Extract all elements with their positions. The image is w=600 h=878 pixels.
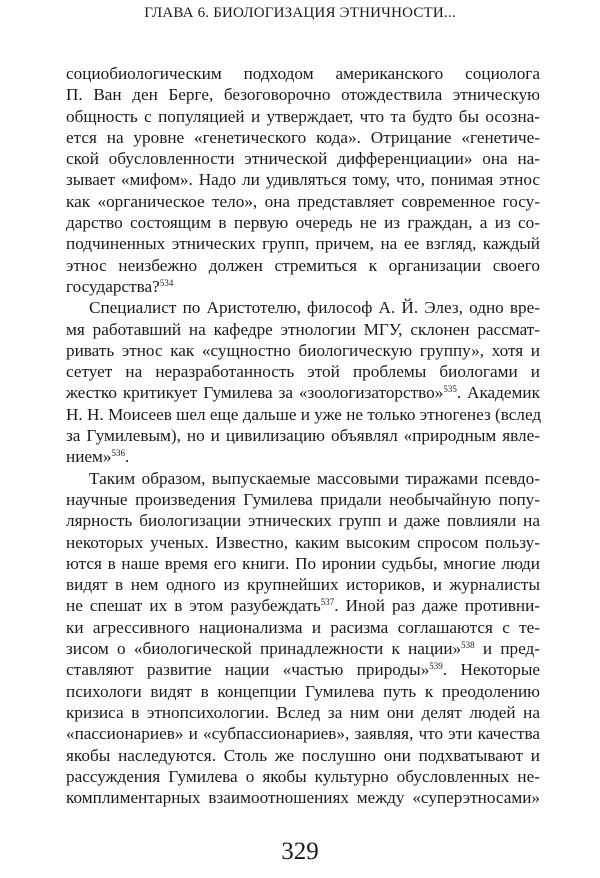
line-text: жестко критикует Гумилева за «зоологизаторство» — [66, 383, 444, 403]
text-line — [66, 446, 540, 467]
line-text: ставляют развитие нации «частью природы» — [66, 660, 430, 680]
footnote-reference: 538 — [461, 640, 475, 651]
line-text-continued: . Иной раз даже противни- — [334, 596, 540, 616]
line-text: видят в нем одного из крупнейших историков, и журналисты — [66, 575, 540, 595]
text-line — [66, 169, 540, 190]
line-text: Н. Н. Моисеев шел еще дальше и уже не только этногенез (вслед — [66, 404, 542, 424]
line-text: Специалист по Аристотелю, философ А. Й. Элез, одно вре- — [89, 298, 540, 318]
text-line — [66, 127, 540, 148]
text-line — [66, 745, 540, 766]
line-text: мя работавший на кафедре этнологии МГУ, склонен рассмат- — [66, 319, 540, 339]
line-text: лярность биологизации этнических групп и даже повлияли на — [66, 511, 540, 531]
line-text: общность с популяцией и утверждает, что та будто бы осозна- — [66, 106, 540, 126]
text-line — [66, 489, 540, 510]
text-line — [66, 255, 540, 276]
footnote-reference: 535 — [443, 384, 457, 395]
line-text: не спешат их в этом разубеждать — [66, 596, 321, 616]
line-text-continued: . Академик — [456, 383, 540, 403]
text-line — [66, 617, 540, 638]
text-line — [66, 723, 540, 744]
text-line — [66, 766, 540, 787]
line-text: кризиса в этнопсихологии. Вслед за ним они делят людей на — [66, 702, 540, 722]
line-text-continued: . Некоторые — [442, 660, 540, 680]
text-line — [66, 702, 540, 723]
text-line — [66, 233, 540, 254]
line-text: рассуждения Гумилева о якобы культурно обусловленных не- — [66, 766, 540, 786]
line-text: ривать этнос как «сущностно биологическую группу», хотя и — [66, 340, 540, 360]
text-line — [66, 319, 540, 340]
line-text: ется на уровне «генетического кода». Отрицание «генетиче- — [66, 127, 540, 147]
text-line — [66, 404, 540, 425]
line-text: ской обусловленности этнической дифференциации» она на- — [66, 149, 540, 169]
line-text: этнос неизбежно должен стремиться к организации своего — [66, 255, 540, 275]
line-text: как «органическое тело», она представляет современное госу- — [66, 191, 540, 211]
line-text: нием» — [66, 447, 112, 467]
running-header: ГЛАВА 6. БИОЛОГИЗАЦИЯ ЭТНИЧНОСТИ... — [144, 5, 456, 21]
text-line — [66, 532, 540, 553]
line-text: государства? — [66, 276, 160, 296]
text-line — [66, 340, 540, 361]
line-text: сетует на неразработанность этой проблемы биологами и — [66, 362, 540, 382]
line-text: подчиненных этнических групп, причем, на ее взгляд, каждый — [66, 234, 540, 254]
footnote-reference: 534 — [159, 277, 174, 288]
text-line — [66, 84, 540, 105]
line-text: научные произведения Гумилева придали необычайную попу- — [66, 489, 540, 509]
line-text-continued: . — [125, 447, 130, 467]
line-text: якобы наследуются. Столь же послушно они подхватывают и — [66, 745, 540, 765]
line-text: некоторых ученых. Известно, каким высоким спросом пользу- — [66, 532, 540, 552]
text-line — [66, 574, 540, 595]
line-text: ки агрессивного национализма и расизма соглашаются с те- — [66, 617, 540, 637]
footnote-reference: 536 — [111, 448, 125, 459]
line-text-continued: и пред- — [474, 639, 540, 659]
page-body-text — [66, 63, 540, 808]
text-line — [66, 148, 540, 169]
footnote-reference: 539 — [429, 661, 443, 672]
text-line — [66, 212, 540, 233]
line-text: П. Ван ден Берге, безоговорочно отождествила этническую — [66, 85, 540, 105]
line-text: Таким образом, выпускаемые массовыми тиражами псевдо- — [89, 468, 540, 488]
text-line — [66, 276, 540, 297]
line-text: дарство состоящим в первую очередь не из граждан, а из со- — [66, 213, 540, 233]
text-line — [66, 681, 540, 702]
text-line — [66, 106, 540, 127]
text-line — [66, 553, 540, 574]
text-line — [66, 595, 540, 616]
line-text: комплиментарных взаимоотношениях между «суперэтносами» — [66, 788, 540, 808]
text-line — [66, 382, 540, 403]
text-line — [66, 361, 540, 382]
text-line — [66, 63, 540, 84]
line-text: ются в наше время его книги. По иронии судьбы, многие люди — [66, 553, 540, 573]
text-line — [66, 191, 540, 212]
text-line — [66, 638, 540, 659]
line-text: психологи видят в концепции Гумилева путь к преодолению — [66, 681, 540, 701]
line-text: социобиологическим подходом американского социолога — [66, 64, 540, 83]
text-line — [66, 425, 540, 446]
text-line — [66, 468, 540, 489]
line-text: зывает «мифом». Надо ли удивляться тому, что, понимая этнос — [66, 170, 540, 190]
text-line — [66, 787, 540, 808]
footnote-reference: 537 — [320, 597, 335, 608]
text-line — [66, 510, 540, 531]
line-text: «пассионариев» и «субпассионариев», заявляя, что эти качества — [66, 724, 540, 744]
text-line — [66, 659, 540, 680]
line-text: зисом о «биологической принадлежности к нации» — [66, 639, 462, 659]
page-number: 329 — [281, 838, 319, 865]
text-line — [66, 297, 540, 318]
line-text: за Гумилевым), но и цивилизацию объявлял «природным явле- — [66, 426, 540, 446]
